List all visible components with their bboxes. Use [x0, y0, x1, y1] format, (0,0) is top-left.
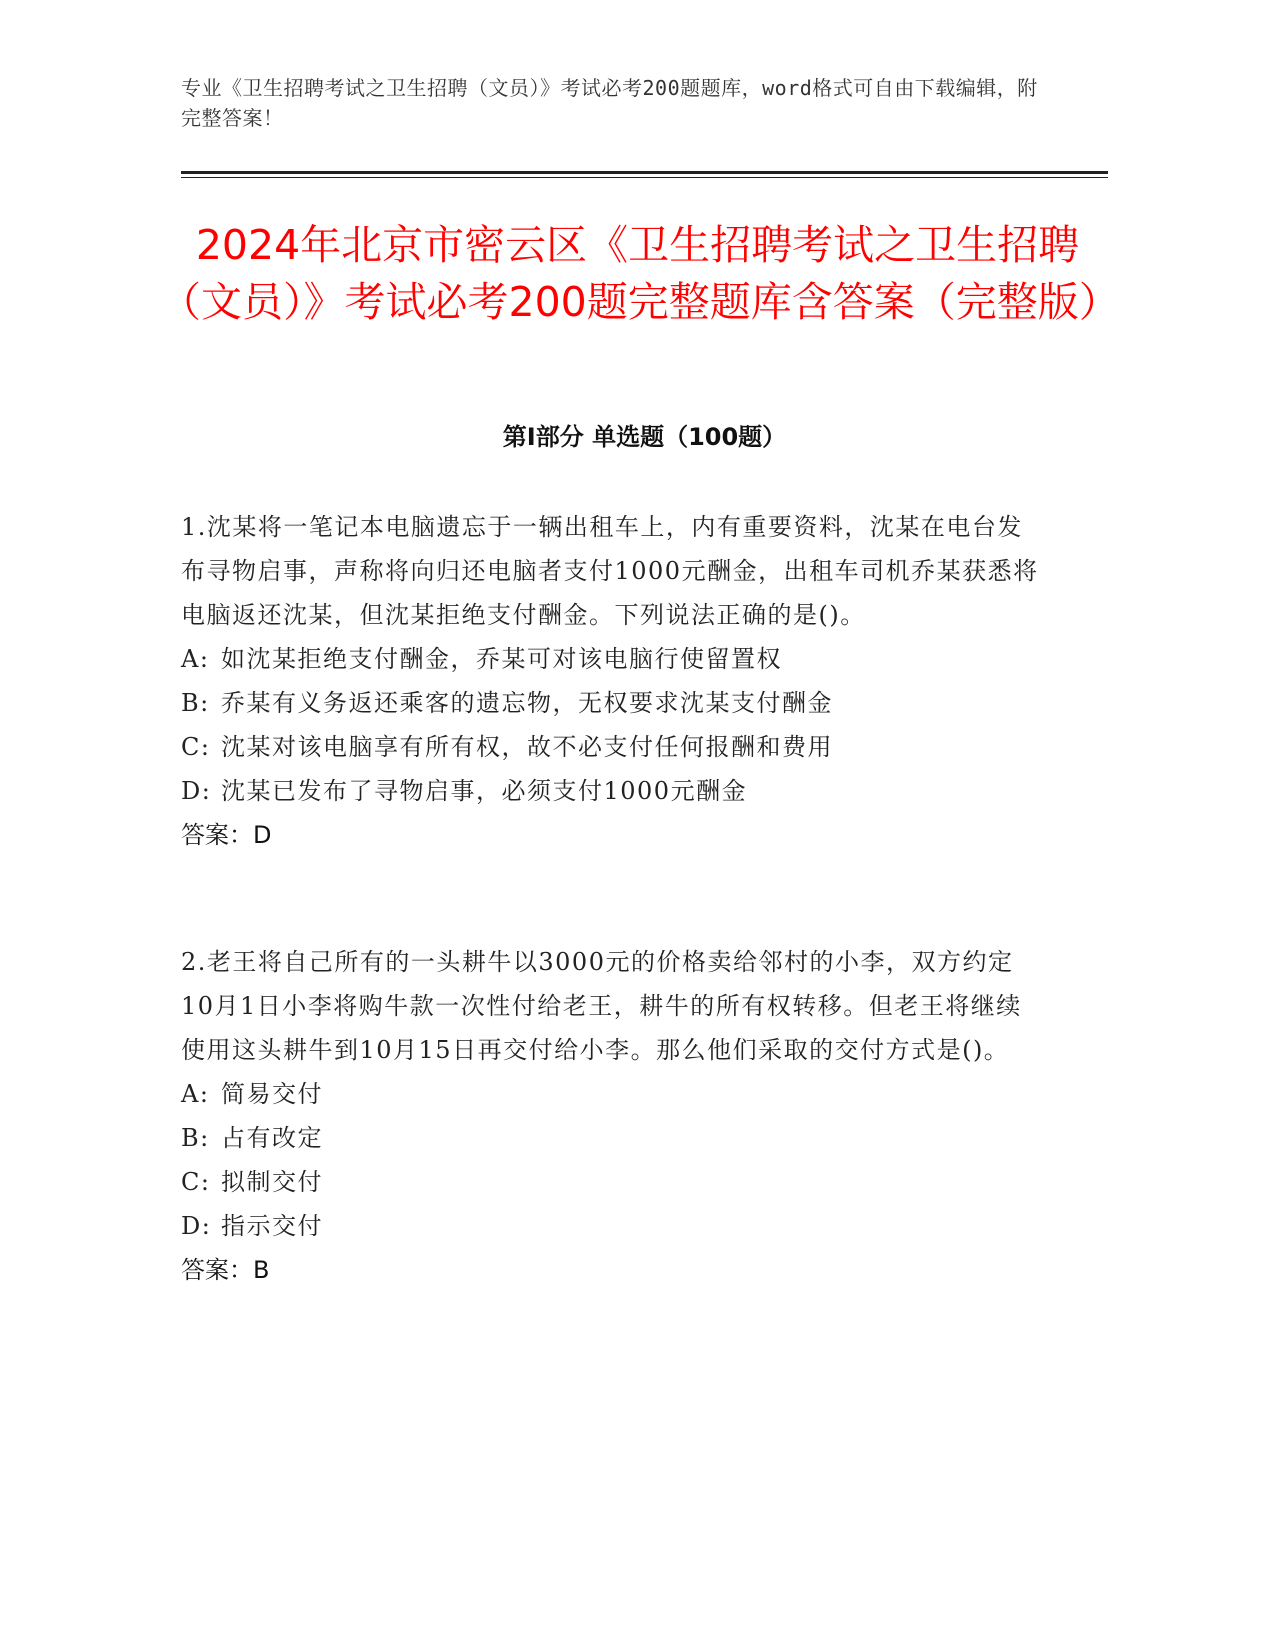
- option-b: [181, 681, 1041, 725]
- option-c: [181, 725, 1041, 769]
- header-note: 专业《卫生招聘考试之卫生招聘（文员）》考试必考200题题库，word格式可自由下载编辑，附完整答案！: [181, 76, 1038, 130]
- option-key: A:: [181, 1080, 210, 1108]
- option-text: 沈某对该电脑享有所有权，故不必支付任何报酬和费用: [221, 733, 833, 761]
- question-item: [181, 940, 1041, 1292]
- question-item: [181, 505, 1041, 857]
- option-key: D:: [181, 1212, 212, 1240]
- question-stem: 2.老王将自己所有的一头耕牛以3000元的价格卖给邻村的小李，双方约定10月1日小李将购牛款一次性付给老王，耕牛的所有权转移。但老王将继续使用这头耕牛到10月15日再交付给小李。那么他们采取的交付方式是()。: [181, 948, 1022, 1064]
- option-text: 乔某有义务返还乘客的遗忘物，无权要求沈某支付酬金: [221, 689, 833, 717]
- option-b: [181, 1116, 1041, 1160]
- option-key: B:: [181, 1124, 210, 1152]
- option-c: [181, 1160, 1041, 1204]
- answer-line: 答案：D: [181, 821, 272, 849]
- option-d: [181, 769, 1041, 813]
- header-rule-thick: [181, 171, 1108, 174]
- option-text: 如沈某拒绝支付酬金，乔某可对该电脑行使留置权: [221, 645, 782, 673]
- option-key: D:: [181, 777, 212, 805]
- option-key: C:: [181, 1168, 211, 1196]
- document-title: 2024年北京市密云区《卫生招聘考试之卫生招聘（文员）》考试必考200题完整题库含答案（完整版）: [160, 221, 1120, 326]
- answer-line: 答案：B: [181, 1256, 270, 1284]
- option-text: 占有改定: [221, 1124, 323, 1152]
- option-text: 沈某已发布了寻物启事，必须支付1000元酬金: [221, 777, 748, 805]
- option-text: 拟制交付: [221, 1168, 323, 1196]
- option-a: [181, 637, 1041, 681]
- option-key: B:: [181, 689, 210, 717]
- option-key: C:: [181, 733, 211, 761]
- option-key: A:: [181, 645, 210, 673]
- option-a: [181, 1072, 1041, 1116]
- section-heading: 第I部分 单选题（100题）: [502, 423, 787, 451]
- question-stem: 1.沈某将一笔记本电脑遗忘于一辆出租车上，内有重要资料，沈某在电台发布寻物启事，声称将向归还电脑者支付1000元酬金，出租车司机乔某获悉将电脑返还沈某，但沈某拒绝支付酬金。下列说法正确的是()。: [181, 513, 1039, 629]
- option-text: 简易交付: [221, 1080, 323, 1108]
- option-text: 指示交付: [221, 1212, 323, 1240]
- header-rule-thin: [181, 177, 1108, 178]
- option-d: [181, 1204, 1041, 1248]
